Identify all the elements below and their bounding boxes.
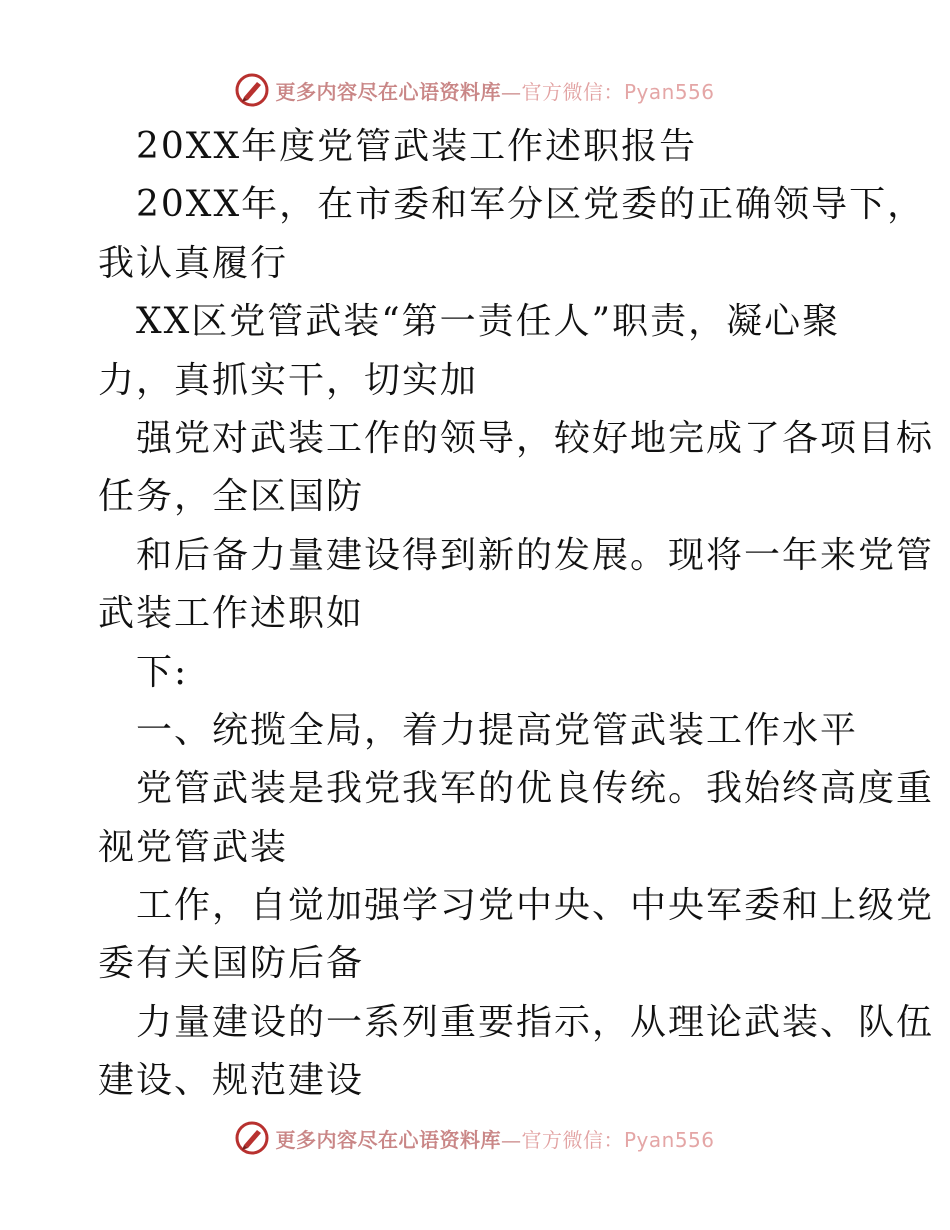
- banner-main-text: 更多内容尽在心语资料库: [275, 1127, 501, 1152]
- paragraph-line: 委有关国防后备: [98, 943, 365, 985]
- header-watermark-banner: [0, 70, 950, 110]
- paragraph-line: 强党对武装工作的领导，较好地完成了各项目标: [136, 417, 935, 459]
- pen-logo-icon: [235, 1121, 269, 1155]
- paragraph-line: 党管武装是我党我军的优良传统。我始终高度重: [136, 768, 935, 810]
- section-heading: 一、统揽全局，着力提高党管武装工作水平: [136, 709, 859, 751]
- paragraph-line: 我认真履行: [98, 242, 289, 284]
- footer-watermark-banner: [0, 1118, 950, 1158]
- banner-main-text: 更多内容尽在心语资料库: [275, 79, 501, 104]
- banner-wechat-id: Pyan556: [623, 79, 715, 104]
- paragraph-line: 建设、规范建设: [98, 1060, 365, 1102]
- paragraph-line: 力，真抓实干，切实加: [98, 359, 479, 401]
- paragraph-line: 任务，全区国防: [98, 476, 365, 518]
- paragraph-line: 下:: [136, 651, 189, 693]
- document-body: [98, 118, 935, 1111]
- paragraph-line: 和后备力量建设得到新的发展。现将一年来党管: [136, 534, 935, 576]
- paragraph-line: 视党管武装: [98, 826, 289, 868]
- paragraph-line: 力量建设的一系列重要指示，从理论武装、队伍: [136, 1001, 935, 1043]
- banner-dash: —: [500, 79, 522, 104]
- paragraph-line: 20XX年，在市委和军分区党委的正确领导下，: [136, 184, 926, 226]
- banner-label: 官方微信：: [521, 79, 624, 104]
- paragraph-line: 工作，自觉加强学习党中央、中央军委和上级党: [136, 885, 935, 927]
- pen-logo-icon: [235, 73, 269, 107]
- paragraph-line: XX区党管武装“第一责任人”职责，凝心聚: [136, 301, 841, 343]
- banner-wechat-id: Pyan556: [623, 1127, 715, 1152]
- paragraph-line: 武装工作述职如: [98, 593, 365, 635]
- document-title: 20XX年度党管武装工作述职报告: [136, 126, 698, 167]
- banner-label: 官方微信：: [521, 1127, 624, 1152]
- banner-dash: —: [500, 1127, 522, 1152]
